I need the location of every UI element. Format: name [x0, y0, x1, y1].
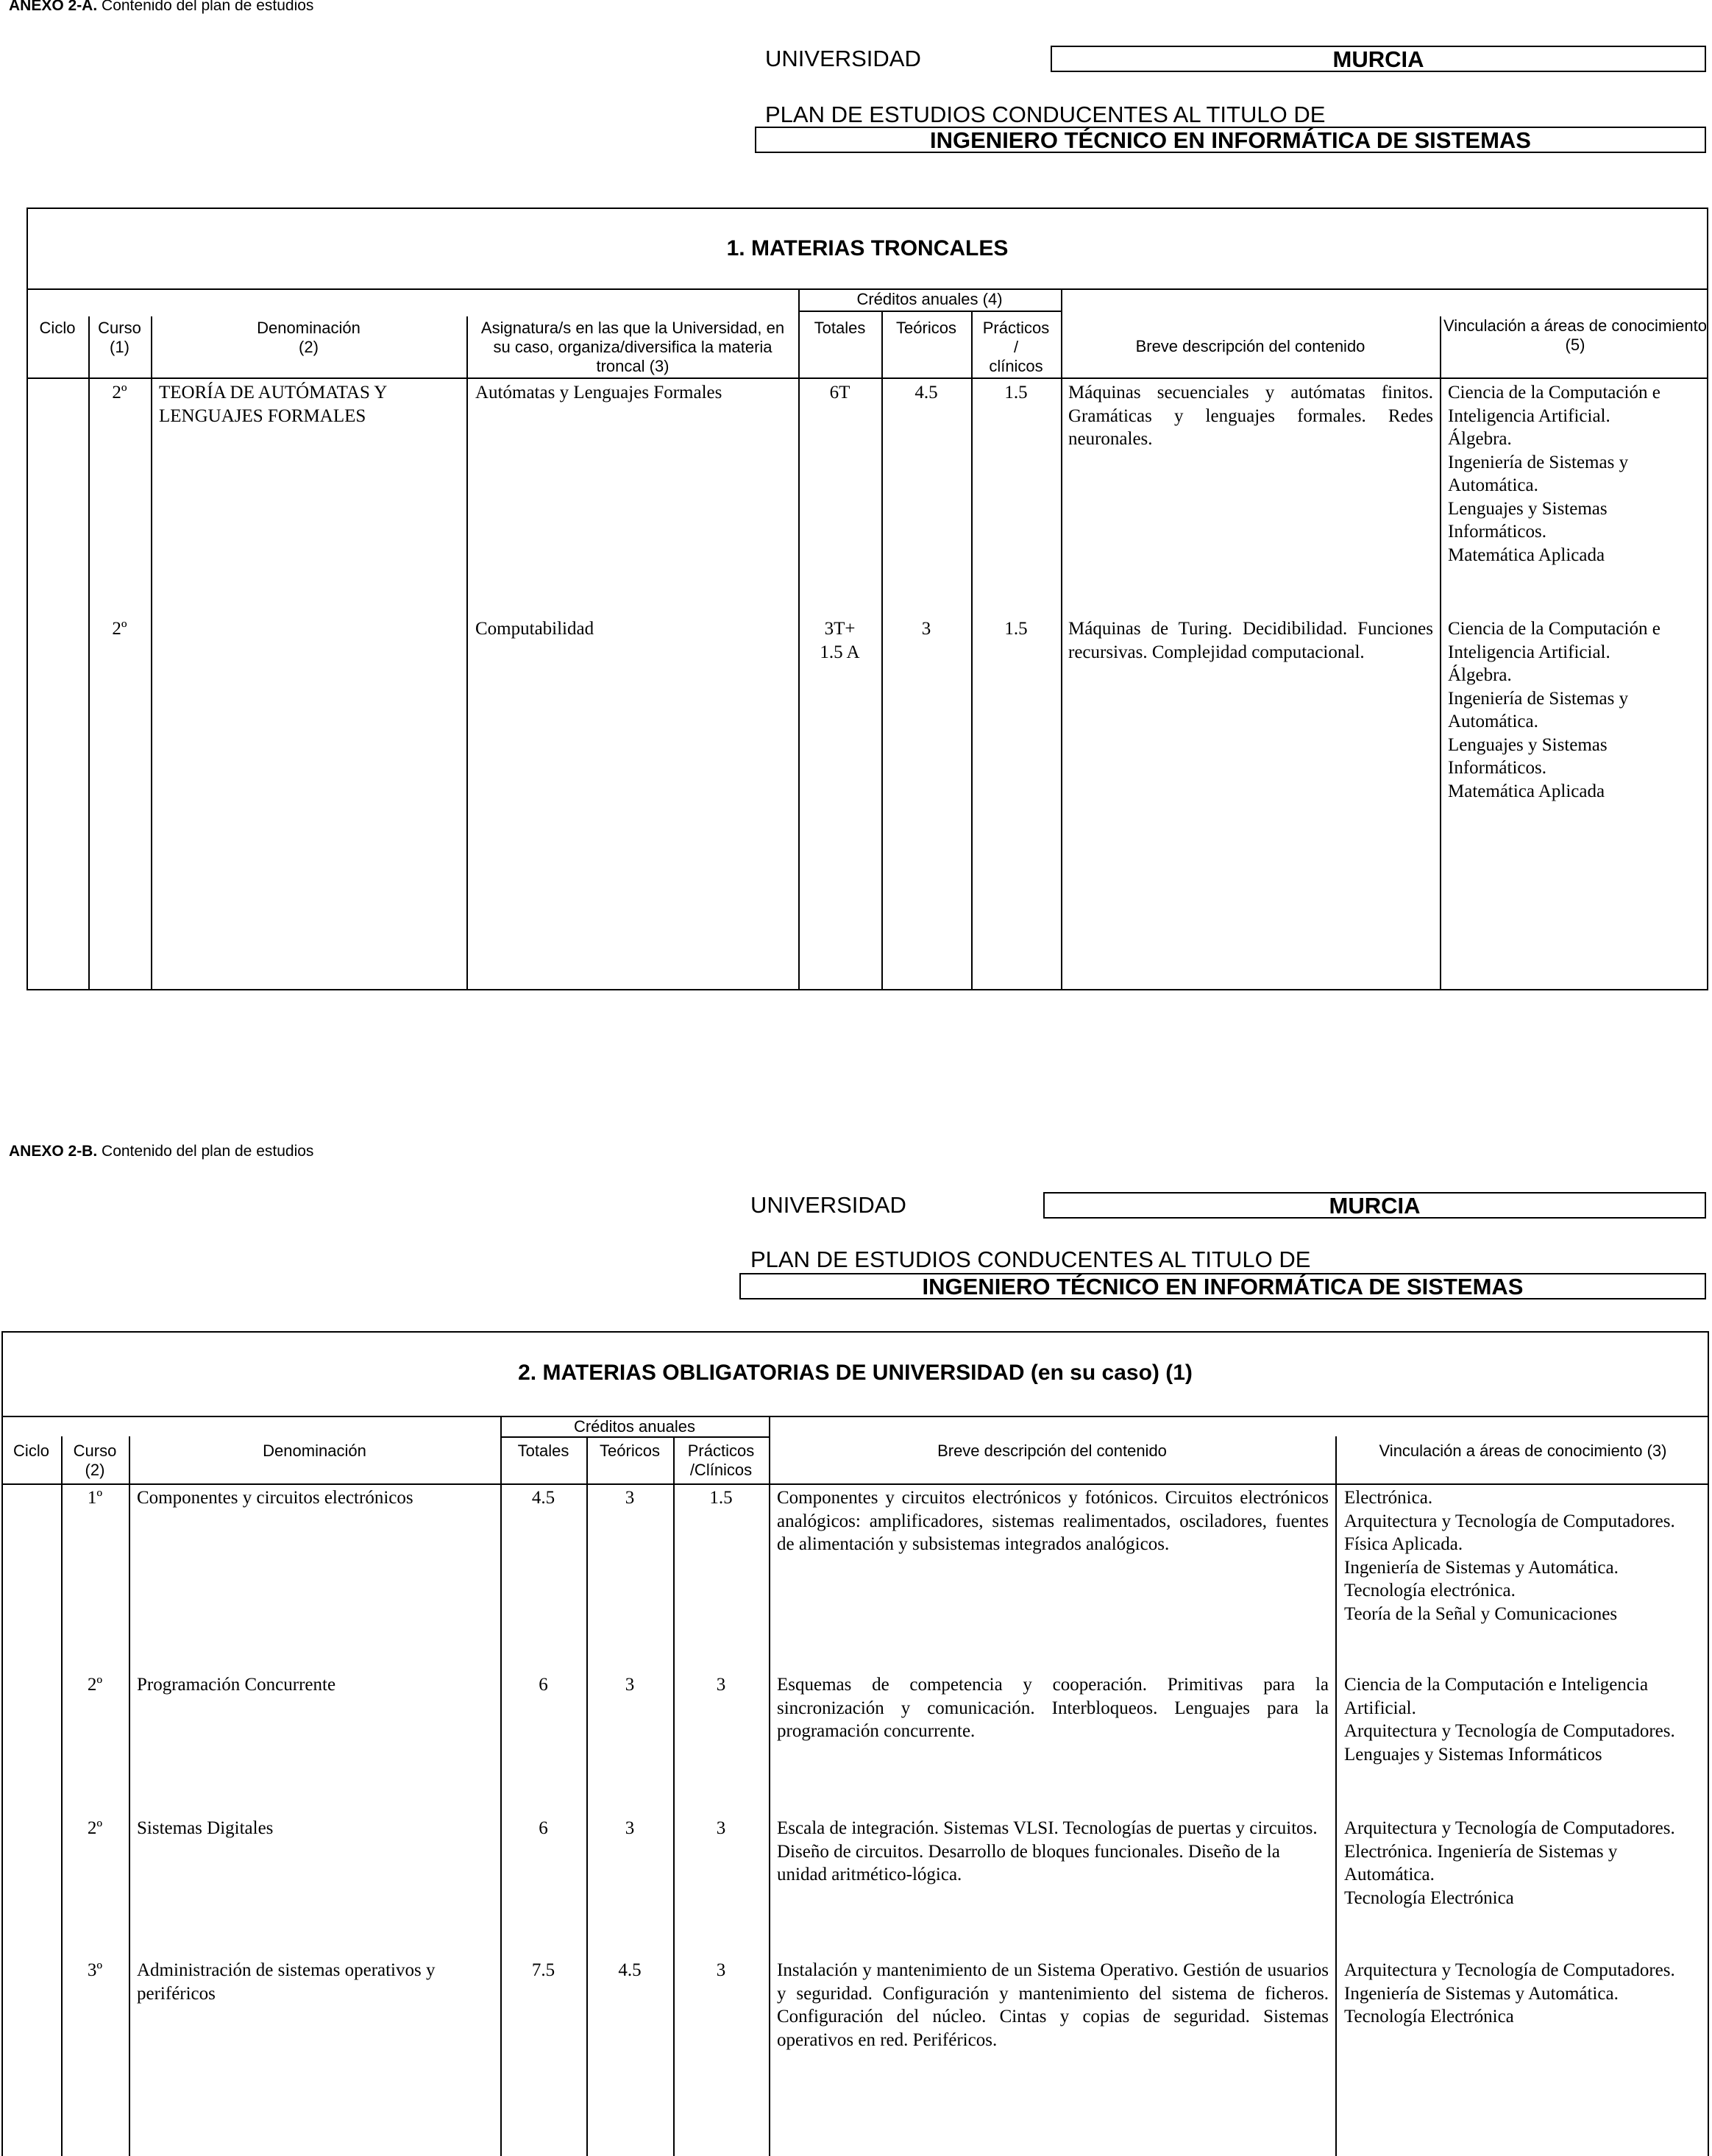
table-row-b2-practicos: 3: [716, 1675, 726, 1695]
table-row-b1-teoricos: 3: [625, 1488, 635, 1508]
annex-a-label: [9, 0, 313, 15]
annex-b-label: [9, 1143, 313, 1160]
table-row-b2-teoricos: 3: [625, 1675, 635, 1695]
table-row-b4-vinculacion: Arquitectura y Tecnología de Computadores. Ingeniería de Sistemas y Automática. Tecnología Electrónica: [1344, 1960, 1675, 2026]
table-row-a1-vinculacion: Ciencia de la Computación e Inteligencia Artificial. Álgebra. Ingeniería de Sistemas y Automática. Lenguajes y Sistemas Informáticos. Matemática Aplicada: [1448, 383, 1661, 565]
annex-b-code: ANEXO 2-B.: [9, 1143, 98, 1160]
table-row-b1-practicos: 1.5: [709, 1488, 733, 1508]
table-row-a1-teoricos: 4.5: [914, 383, 938, 403]
table-row-b2-totales: 6: [539, 1675, 548, 1695]
table-row-b4-curso: 3º: [87, 1960, 103, 1980]
header-creditos-a: Créditos anuales (4): [856, 290, 1003, 308]
table-row-a2-asignatura: Computabilidad: [475, 619, 594, 639]
header-teoricos-a: Teóricos: [896, 319, 956, 337]
table-row-b1-curso: 1º: [87, 1488, 103, 1508]
table-row-a2-vinculacion: Ciencia de la Computación e Inteligencia Artificial. Álgebra. Ingeniería de Sistemas y Automática. Lenguajes y Sistemas Informáticos. Matemática Aplicada: [1448, 619, 1661, 801]
plan-label-a: PLAN DE ESTUDIOS CONDUCENTES AL TITULO DE: [765, 102, 1326, 127]
header-curso-b: Curso (2): [73, 1442, 117, 1479]
header-denominacion-a: Denominación (2): [257, 319, 360, 356]
header-descripcion-b: Breve descripción del contenido: [937, 1442, 1167, 1460]
header-practicos-a: Prácticos / clínicos: [982, 319, 1050, 375]
table-row-a1-descripcion: Máquinas secuenciales y autómatas finitos. Gramáticas y lenguajes formales. Redes neuronales.: [1068, 383, 1433, 449]
table-row-b3-vinculacion: Arquitectura y Tecnología de Computadores. Electrónica. Ingeniería de Sistemas y Automática. Tecnología Electrónica: [1344, 1818, 1675, 1908]
table-row-b3-practicos: 3: [716, 1818, 726, 1838]
table-row-a1-practicos: 1.5: [1004, 383, 1028, 403]
table-row-b2-vinculacion: Ciencia de la Computación e Inteligencia Artificial. Arquitectura y Tecnología de Computadores. Lenguajes y Sistemas Informáticos: [1344, 1675, 1675, 1765]
header-curso-a: Curso (1): [98, 319, 141, 356]
header-creditos-b: Créditos anuales: [573, 1417, 696, 1436]
table-row-b3-denominacion: Sistemas Digitales: [137, 1818, 274, 1838]
header-practicos-b: Prácticos /Clínicos: [687, 1442, 755, 1479]
header-teoricos-b: Teóricos: [600, 1442, 660, 1460]
table-row-a1-denominacion: TEORÍA DE AUTÓMATAS Y LENGUAJES FORMALES: [159, 383, 387, 426]
header-descripcion-a: Breve descripción del contenido: [1135, 337, 1365, 355]
table-row-b2-denominacion: Programación Concurrente: [137, 1675, 336, 1695]
table-row-b3-descripcion: Escala de integración. Sistemas VLSI. Tecnologías de puertas y circuitos. Diseño de circuitos. Desarrollo de bloques funcionales. Diseño de la unidad aritmético-lógica.: [777, 1818, 1318, 1884]
table-row-b4-descripcion: Instalación y mantenimiento de un Sistema Operativo. Gestión de usuarios y seguridad. Configuración y mantenimiento del sistema de ficheros. Configuración del núcleo. Cintas y copias de seguridad. Sistemas operativos en red. Periféricos.: [777, 1960, 1329, 2050]
table-row-b3-curso: 2º: [87, 1818, 103, 1838]
table-row-a2-descripcion: Máquinas de Turing. Decidibilidad. Funciones recursivas. Complejidad computacional.: [1068, 619, 1433, 662]
table-row-a1-curso: 2º: [112, 383, 127, 403]
header-vinculacion-b: Vinculación a áreas de conocimiento (3): [1379, 1442, 1667, 1460]
troncales-title: 1. MATERIAS TRONCALES: [726, 236, 1009, 260]
table-row-b4-totales: 7.5: [531, 1960, 555, 1980]
plan-value-a: INGENIERO TÉCNICO EN INFORMÁTICA DE SISTEMAS: [755, 127, 1706, 153]
annex-a-code: ANEXO 2-A.: [9, 0, 98, 14]
annex-a-text: Contenido del plan de estudios: [102, 0, 314, 14]
table-row-b1-vinculacion: Electrónica. Arquitectura y Tecnología de Computadores. Física Aplicada. Ingeniería de Sistemas y Automática. Tecnología electrónica. Teoría de la Señal y Comunicaciones: [1344, 1488, 1675, 1624]
table-row-a2-practicos: 1.5: [1004, 619, 1028, 639]
annex-b-text: Contenido del plan de estudios: [102, 1143, 314, 1160]
table-row-a2-totales: 3T+ 1.5 A: [820, 619, 860, 662]
table-row-b3-teoricos: 3: [625, 1818, 635, 1838]
table-row-b4-practicos: 3: [716, 1960, 726, 1980]
universidad-label-b: UNIVERSIDAD: [750, 1192, 906, 1218]
table-row-b2-curso: 2º: [87, 1675, 103, 1695]
table-row-a2-curso: 2º: [112, 619, 127, 639]
universidad-value-b: MURCIA: [1043, 1192, 1706, 1219]
table-row-b4-teoricos: 4.5: [618, 1960, 642, 1980]
table-row-a2-teoricos: 3: [921, 619, 931, 639]
table-row-b1-denominacion: Componentes y circuitos electrónicos: [137, 1488, 413, 1508]
universidad-value-a: MURCIA: [1051, 46, 1706, 72]
universidad-label-a: UNIVERSIDAD: [765, 46, 921, 71]
header-denominacion-b: Denominación: [263, 1442, 366, 1460]
table-row-b3-totales: 6: [539, 1818, 548, 1838]
table-row-b4-denominacion: Administración de sistemas operativos y periféricos: [137, 1960, 436, 2004]
obligatorias-title: 2. MATERIAS OBLIGATORIAS DE UNIVERSIDAD (en su caso) (1): [518, 1361, 1193, 1385]
header-vinculacion-a: Vinculación a áreas de conocimiento (5): [1443, 316, 1707, 354]
table-row-b1-totales: 4.5: [531, 1488, 555, 1508]
header-totales-a: Totales: [814, 319, 866, 337]
header-ciclo-b: Ciclo: [13, 1442, 49, 1460]
table-row-b2-descripcion: Esquemas de competencia y cooperación. Primitivas para la sincronización y comunicación. Interbloqueos. Lenguajes para la programación concurrente.: [777, 1675, 1329, 1741]
plan-label-b: PLAN DE ESTUDIOS CONDUCENTES AL TITULO DE: [750, 1247, 1311, 1272]
plan-value-b: INGENIERO TÉCNICO EN INFORMÁTICA DE SISTEMAS: [739, 1273, 1706, 1299]
table-row-a1-totales: 6T: [829, 383, 850, 403]
header-totales-b: Totales: [517, 1442, 569, 1460]
table-row-a1-asignatura: Autómatas y Lenguajes Formales: [475, 383, 722, 403]
table-row-b1-descripcion: Componentes y circuitos electrónicos y fotónicos. Circuitos electrónicos analógicos: amplificadores, sistemas realimentados, osciladores, fuentes de alimentación y subsistemas integrados analógicos.: [777, 1488, 1329, 1554]
header-ciclo-a: Ciclo: [39, 319, 76, 337]
header-asignaturas-a: Asignatura/s en las que la Universidad, en su caso, organiza/diversifica la materia troncal (3): [480, 319, 785, 375]
